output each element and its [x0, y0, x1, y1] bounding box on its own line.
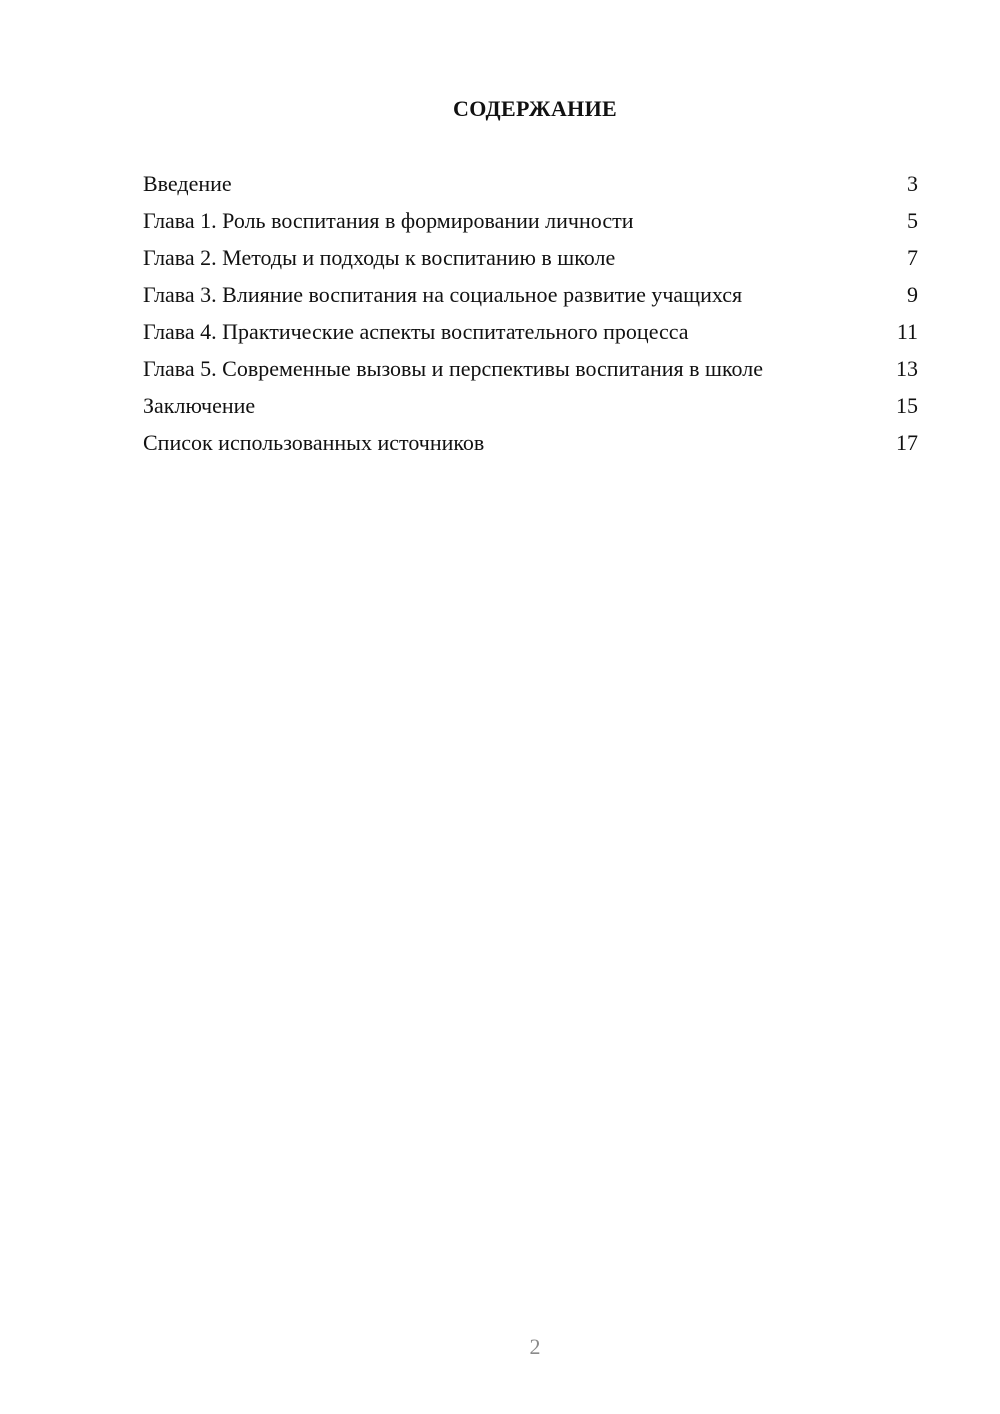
toc-entry[interactable] — [143, 429, 918, 457]
toc-entry-page: 9 — [907, 282, 918, 307]
toc-entry[interactable] — [143, 244, 918, 272]
toc-entry-label: Глава 2. Методы и подходы к воспитанию в школе — [143, 245, 616, 270]
toc-entry-label: Глава 3. Влияние воспитания на социальное развитие учащихся — [143, 282, 743, 307]
toc-entry-label: Глава 1. Роль воспитания в формировании личности — [143, 208, 634, 233]
toc-entry-label: Заключение — [143, 393, 256, 418]
toc-entry[interactable] — [143, 281, 918, 309]
toc-entry-page: 5 — [907, 208, 918, 233]
table-of-contents — [143, 170, 918, 466]
toc-entry-page: 3 — [907, 171, 918, 196]
toc-entry-page: 11 — [896, 319, 918, 344]
toc-entry-label: Глава 5. Современные вызовы и перспективы воспитания в школе — [143, 356, 764, 381]
toc-entry-page: 13 — [896, 356, 918, 381]
toc-entry[interactable] — [143, 170, 918, 198]
toc-entry-page: 17 — [896, 430, 918, 455]
toc-entry[interactable] — [143, 392, 918, 420]
toc-entry-label: Глава 4. Практические аспекты воспитательного процесса — [143, 319, 689, 344]
toc-entry-page: 15 — [896, 393, 918, 418]
toc-entry[interactable] — [143, 318, 918, 346]
toc-title: СОДЕРЖАНИЕ — [453, 96, 617, 121]
toc-entry[interactable] — [143, 207, 918, 235]
page-number: 2 — [529, 1334, 541, 1359]
toc-entry[interactable] — [143, 355, 918, 383]
toc-entry-label: Список использованных источников — [143, 430, 485, 455]
toc-entry-page: 7 — [907, 245, 918, 270]
toc-entry-label: Введение — [143, 171, 232, 196]
